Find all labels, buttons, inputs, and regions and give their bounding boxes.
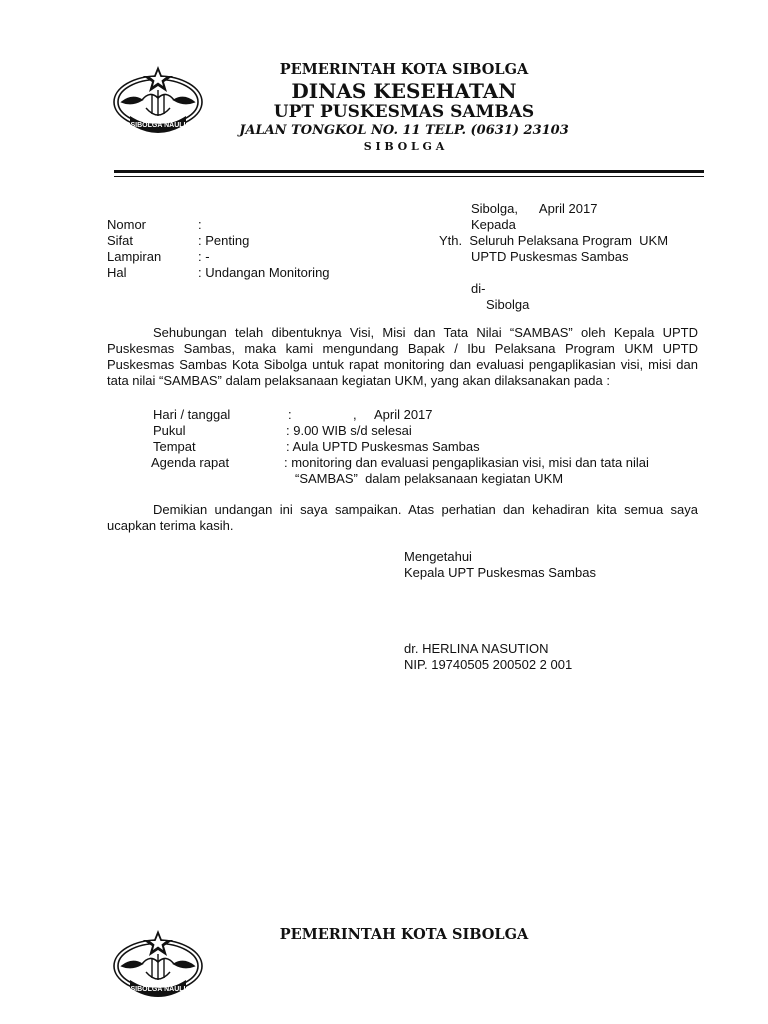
field-label-lampiran: Lampiran xyxy=(107,249,162,264)
signature-title: Kepala UPT Puskesmas Sambas xyxy=(404,565,596,580)
recipient-yth: Yth. Seluruh Pelaksana Program UKM xyxy=(439,233,669,248)
recipient-di: di- xyxy=(471,281,486,296)
header-unit: UPT PUSKESMAS SAMBAS xyxy=(273,102,535,122)
field-value-lampiran: : - xyxy=(198,249,210,264)
signature-acknowledge: Mengetahui xyxy=(404,549,472,564)
detail-value-time: : 9.00 WIB s/d selesai xyxy=(286,423,412,438)
recipient-kepada: Kepada xyxy=(471,217,516,232)
field-label-nomor: Nomor xyxy=(107,217,147,232)
letterhead-rule-thin xyxy=(114,176,704,177)
body-paragraph-2: Demikian undangan ini saya sampaikan. Atas perhatian dan kehadiran kita semua saya ucapkan terima kasih. xyxy=(107,502,698,533)
recipient-unit: UPTD Puskesmas Sambas xyxy=(471,249,629,264)
signature-nip: NIP. 19740505 200502 2 001 xyxy=(404,657,573,672)
field-value-hal: : Undangan Monitoring xyxy=(198,265,330,280)
header-office: DINAS KESEHATAN xyxy=(291,79,517,103)
detail-label-date: Hari / tanggal xyxy=(153,407,231,422)
field-value-nomor: : xyxy=(198,217,202,232)
detail-label-agenda: Agenda rapat xyxy=(151,455,230,470)
letterhead-rule-thick xyxy=(114,170,704,173)
signature-name: dr. HERLINA NASUTION xyxy=(404,641,549,656)
logo-ribbon-text-next-page: SIBOLGA NAULI xyxy=(130,986,186,993)
detail-label-place: Tempat xyxy=(153,439,196,454)
place-date: Sibolga, April 2017 xyxy=(471,201,598,216)
field-label-hal: Hal xyxy=(107,265,127,280)
header-city: S I B O L G A xyxy=(363,140,445,153)
header-address: JALAN TONGKOL NO. 11 TELP. (0631) 23103 xyxy=(239,123,569,138)
detail-label-time: Pukul xyxy=(153,423,186,438)
logo-ribbon-text: SIBOLGA NAULI xyxy=(130,122,186,129)
detail-value-agenda-cont: “SAMBAS” dalam pelaksanaan kegiatan UKM xyxy=(295,471,564,486)
detail-value-date: : , April 2017 xyxy=(288,407,433,422)
field-label-sifat: Sifat xyxy=(107,233,134,248)
body-paragraph-1: Sehubungan telah dibentuknya Visi, Misi dan Tata Nilai “SAMBAS” oleh Kepala UPTD Puskesmas Sambas, maka kami mengundang Bapak / Ibu Pelaksana Program UKM UPTD Puskesmas Sambas Kota Sibolga untuk rapat monitoring dan evaluasi pengaplikasian visi, misi dan tata nilai “SAMBAS” dalam pelaksanaan kegiatan UKM, yang akan dilaksanakan pada : xyxy=(107,325,698,388)
detail-value-agenda: : monitoring dan evaluasi pengaplikasian visi, misi dan tata nilai xyxy=(284,455,649,470)
next-page-header-government: PEMERINTAH KOTA SIBOLGA xyxy=(279,926,529,943)
header-government: PEMERINTAH KOTA SIBOLGA xyxy=(279,61,529,78)
recipient-city: Sibolga xyxy=(486,297,530,312)
detail-value-place: : Aula UPTD Puskesmas Sambas xyxy=(286,439,480,454)
field-value-sifat: : Penting xyxy=(198,233,250,248)
